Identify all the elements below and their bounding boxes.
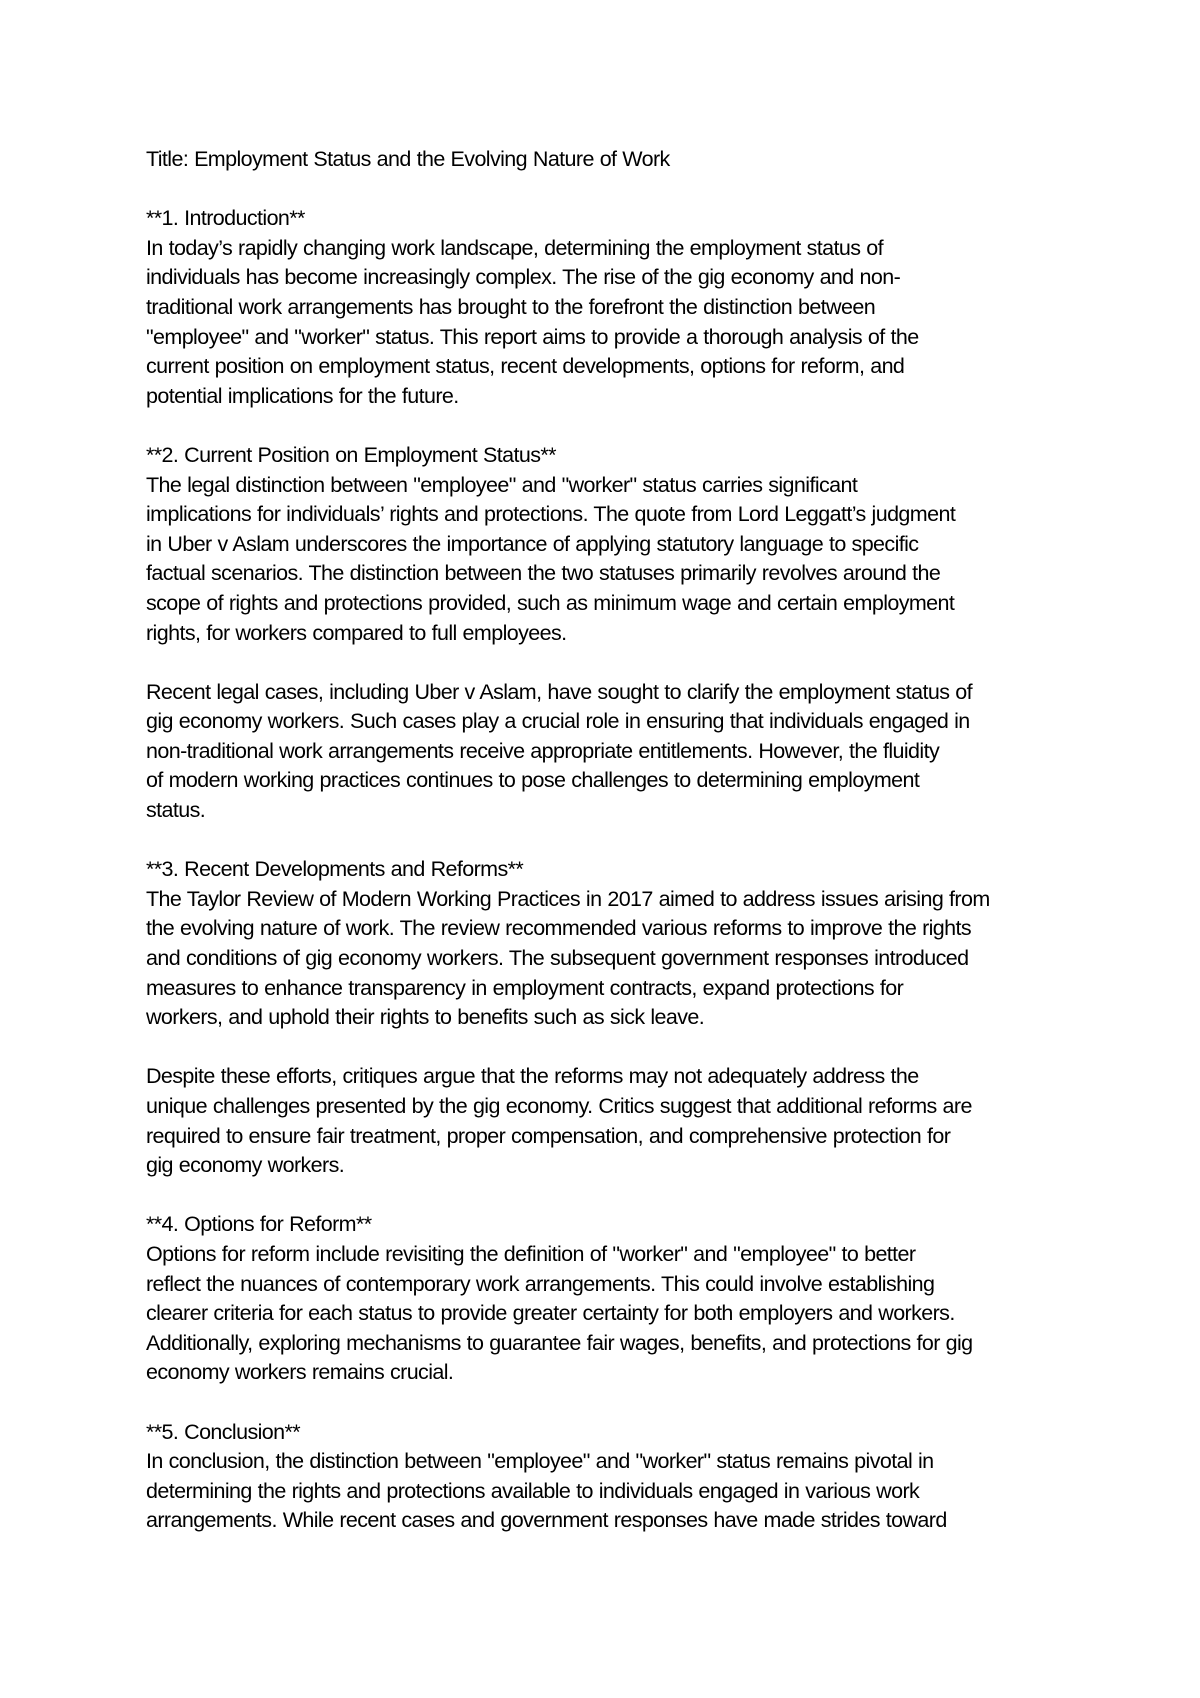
paragraph-line: required to ensure fair treatment, proper compensation, and comprehensive protection for xyxy=(146,1123,951,1148)
paragraph xyxy=(146,234,1100,412)
paragraph-line: The legal distinction between "employee" and "worker" status carries significant xyxy=(146,472,858,497)
paragraph-line: scope of rights and protections provided, such as minimum wage and certain employment xyxy=(146,590,955,615)
section-heading: **2. Current Position on Employment Status** xyxy=(146,442,556,467)
paragraph-line: gig economy workers. xyxy=(146,1153,345,1178)
paragraph-line: "employee" and "worker" status. This report aims to provide a thorough analysis of the xyxy=(146,324,919,349)
paragraph-line: non-traditional work arrangements receive appropriate entitlements. However, the fluidity xyxy=(146,738,940,763)
paragraph xyxy=(146,885,1100,1033)
paragraph-line: in Uber v Aslam underscores the importance of applying statutory language to specific xyxy=(146,531,919,556)
section-4 xyxy=(146,1210,1100,1388)
paragraph-line: reflect the nuances of contemporary work arrangements. This could involve establishing xyxy=(146,1271,935,1296)
paragraph-line: Additionally, exploring mechanisms to guarantee fair wages, benefits, and protections for gig xyxy=(146,1330,973,1355)
paragraph-line: gig economy workers. Such cases play a crucial role in ensuring that individuals engaged in xyxy=(146,709,970,734)
paragraph xyxy=(146,1062,1100,1180)
paragraph-line: potential implications for the future. xyxy=(146,383,459,408)
section-3 xyxy=(146,855,1100,1181)
document-title: Title: Employment Status and the Evolving Nature of Work xyxy=(146,147,670,171)
paragraph-line: measures to enhance transparency in employment contracts, expand protections for xyxy=(146,975,904,1000)
section-heading: **4. Options for Reform** xyxy=(146,1212,372,1237)
section-1 xyxy=(146,204,1100,411)
paragraph-line: Options for reform include revisiting the definition of "worker" and "employee" to better xyxy=(146,1241,916,1266)
paragraph-line: arrangements. While recent cases and government responses have made strides toward xyxy=(146,1508,947,1533)
section-heading: **5. Conclusion** xyxy=(146,1419,301,1444)
paragraph xyxy=(146,678,1100,826)
paragraph-line: status. xyxy=(146,798,206,823)
section-2 xyxy=(146,441,1100,826)
paragraph xyxy=(146,1447,1100,1536)
paragraph-line: workers, and uphold their rights to benefits such as sick leave. xyxy=(146,1005,705,1030)
paragraph-line: factual scenarios. The distinction between the two statuses primarily revolves around the xyxy=(146,561,941,586)
paragraph-line: of modern working practices continues to pose challenges to determining employment xyxy=(146,768,920,793)
paragraph-line: In conclusion, the distinction between "employee" and "worker" status remains pivotal in xyxy=(146,1449,934,1474)
paragraph-line: the evolving nature of work. The review recommended various reforms to improve the rights xyxy=(146,916,972,941)
paragraph-line: Despite these efforts, critiques argue that the reforms may not adequately address the xyxy=(146,1064,919,1089)
document-body xyxy=(146,204,1100,1536)
paragraph-line: traditional work arrangements has brought to the forefront the distinction between xyxy=(146,294,876,319)
paragraph xyxy=(146,471,1100,649)
paragraph-line: implications for individuals’ rights and protections. The quote from Lord Leggatt’s judgment xyxy=(146,502,956,527)
paragraph xyxy=(146,1240,1100,1388)
section-heading: **3. Recent Developments and Reforms** xyxy=(146,857,524,882)
paragraph-line: determining the rights and protections available to individuals engaged in various work xyxy=(146,1478,920,1503)
paragraph-line: unique challenges presented by the gig economy. Critics suggest that additional reforms are xyxy=(146,1094,972,1118)
paragraph-line: rights, for workers compared to full employees. xyxy=(146,620,567,645)
paragraph-line: Recent legal cases, including Uber v Aslam, have sought to clarify the employment status of xyxy=(146,679,972,704)
paragraph-line: clearer criteria for each status to provide greater certainty for both employers and workers. xyxy=(146,1301,955,1326)
section-5 xyxy=(146,1418,1100,1536)
section-heading: **1. Introduction** xyxy=(146,206,305,231)
paragraph-line: economy workers remains crucial. xyxy=(146,1360,454,1385)
paragraph-line: individuals has become increasingly complex. The rise of the gig economy and non- xyxy=(146,265,901,290)
paragraph-line: In today’s rapidly changing work landscape, determining the employment status of xyxy=(146,235,884,260)
paragraph-line: The Taylor Review of Modern Working Practices in 2017 aimed to address issues arising from xyxy=(146,886,990,911)
paragraph-line: current position on employment status, recent developments, options for reform, and xyxy=(146,354,905,379)
paragraph-line: and conditions of gig economy workers. The subsequent government responses introduced xyxy=(146,946,969,971)
